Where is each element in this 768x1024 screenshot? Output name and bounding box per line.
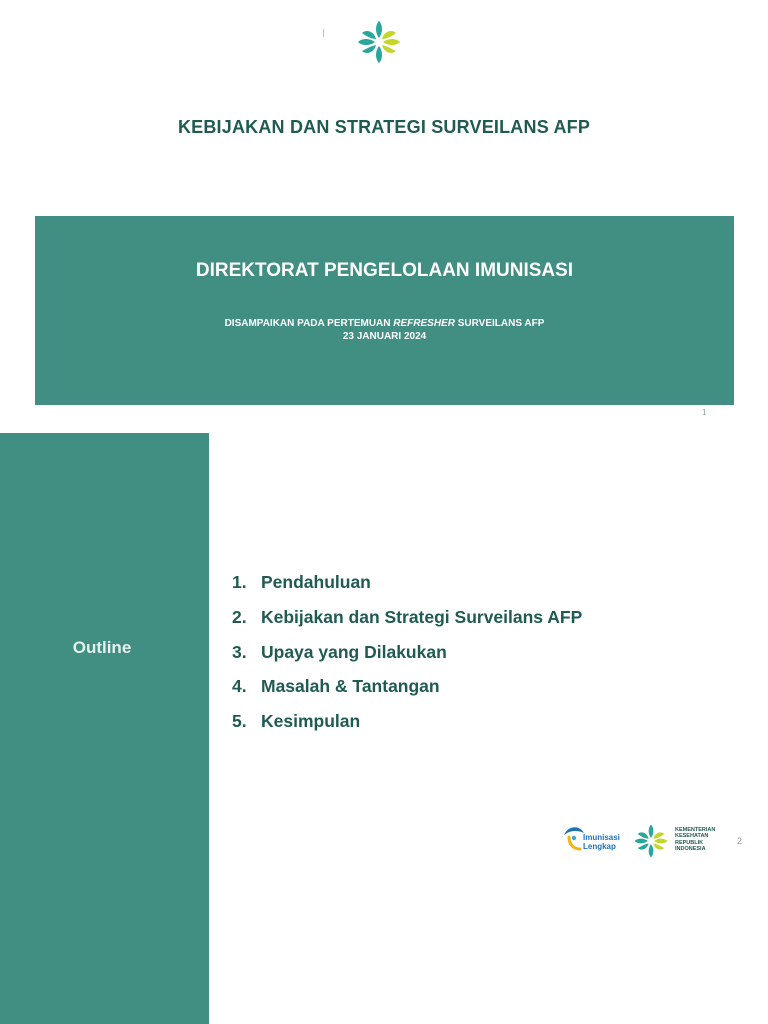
agenda-list [232, 571, 582, 745]
agenda-item-label: Masalah & Tantangan [261, 676, 440, 697]
agenda-item [232, 571, 582, 606]
outline-sidebar [0, 433, 209, 1024]
agenda-item [232, 641, 582, 676]
outline-label: Outline [72, 638, 132, 657]
agenda-item-number: 3. [232, 641, 247, 662]
agenda-item-number: 5. [232, 711, 247, 731]
agenda-item [232, 675, 582, 710]
slide-1 [0, 0, 768, 430]
slide-2 [0, 433, 768, 1024]
agenda-item-number: 2. [232, 606, 247, 627]
kemenkes-line-3: REPUBLIK [675, 839, 704, 846]
agenda-item [232, 710, 582, 745]
kemenkes-logo-icon [633, 823, 669, 859]
subtitle-emphasis: REFRESHER [393, 318, 455, 329]
agenda-item-label: Upaya yang Dilakukan [261, 641, 447, 662]
agenda-item-label: Pendahuluan [261, 572, 371, 592]
banner-heading: DIREKTORAT PENGELOLAAN IMUNISASI [195, 260, 574, 281]
kemenkes-label [675, 827, 715, 853]
imunisasi-line-1: Imunisasi [583, 833, 620, 842]
page-number: 2 [737, 836, 743, 846]
agenda-item-label: Kebijakan dan Strategi Surveilans AFP [261, 606, 583, 627]
kemenkes-logo-icon [356, 19, 402, 65]
agenda-item [232, 606, 582, 641]
agenda-item-label: Kesimpulan [261, 711, 361, 731]
imunisasi-line-2: Lengkap [583, 842, 616, 851]
presentation-date: 23 JANUARI 2024 [342, 331, 427, 342]
divider-tick [323, 29, 324, 37]
title-banner [35, 216, 734, 405]
imunisasi-lengkap-label [583, 833, 620, 851]
agenda-item-number: 1. [232, 572, 247, 592]
kemenkes-line-2: KESEHATAN [675, 833, 709, 840]
agenda-item-number: 4. [232, 676, 247, 697]
subtitle-prefix: DISAMPAIKAN PADA PERTEMUAN [224, 318, 391, 329]
presentation-title: KEBIJAKAN DAN STRATEGI SURVEILANS AFP [177, 117, 591, 137]
banner-subtitle [35, 317, 734, 343]
kemenkes-line-1: KEMENTERIAN [675, 827, 716, 833]
page-number: 1 [702, 408, 707, 417]
kemenkes-line-4: INDONESIA [675, 846, 706, 853]
subtitle-suffix: SURVEILANS AFP [457, 318, 545, 329]
